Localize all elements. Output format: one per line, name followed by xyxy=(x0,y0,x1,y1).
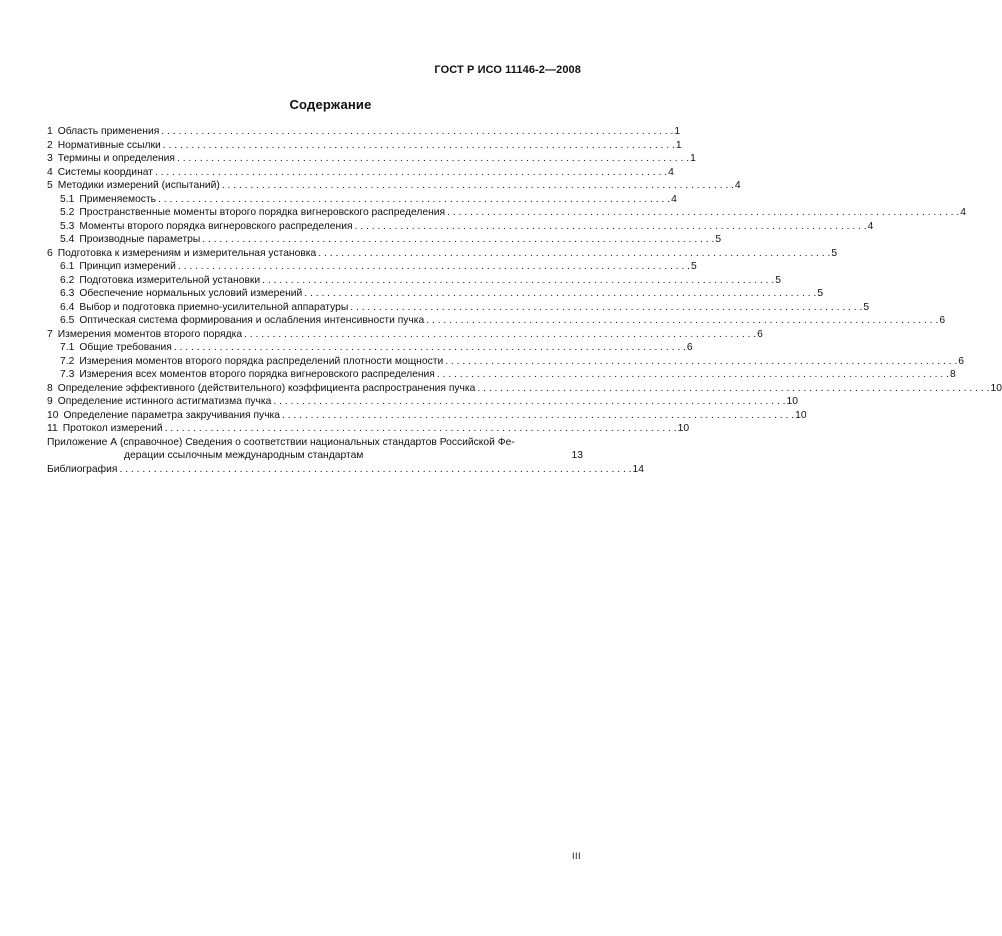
toc-leader-dots xyxy=(178,260,690,274)
toc-entry-5[interactable] xyxy=(47,179,741,193)
toc-entry-text: Системы координат xyxy=(57,166,153,178)
toc-entry-7-3[interactable] xyxy=(47,368,956,382)
toc-leader-dots xyxy=(273,395,785,409)
toc-entry-page: 5 xyxy=(775,274,781,286)
toc-entry-7-1[interactable] xyxy=(47,341,693,355)
toc-entry-5-2[interactable] xyxy=(47,206,966,220)
toc-entry-text: Оптическая система формирования и ослабления интенсивности пучка xyxy=(79,315,425,326)
toc-entry-2[interactable] xyxy=(47,139,682,153)
toc-entry-text: Подготовка измерительной установки xyxy=(79,274,261,286)
toc-leader-dots xyxy=(158,193,670,207)
toc-entry-text: Общие требования xyxy=(79,342,172,353)
toc-entry-number: 2 xyxy=(47,139,53,151)
toc-entry-text: Измерения моментов второго порядка распределений плотности мощности xyxy=(79,355,444,367)
toc-entry-text: Измерения всех моментов второго порядка вигнеровского распределения xyxy=(79,369,435,380)
toc-entry-page: 10 xyxy=(795,409,807,421)
toc-entry-6-2[interactable] xyxy=(47,274,781,288)
toc-entry-6-4[interactable] xyxy=(47,301,870,315)
toc-entry-4[interactable] xyxy=(47,166,674,180)
toc-entry-10[interactable] xyxy=(47,409,807,423)
page-number: III xyxy=(571,851,581,861)
toc-leader-dots xyxy=(445,355,957,369)
toc-entry-number: 4 xyxy=(47,166,53,178)
toc-entry-text: Методики измерений (испытаний) xyxy=(57,180,220,191)
toc-leader-dots xyxy=(155,166,667,180)
toc-entry-number: 8 xyxy=(47,382,53,394)
toc-entry-bibliography[interactable] xyxy=(47,463,645,477)
toc-leader-dots xyxy=(350,301,862,315)
toc-entry-page: 6 xyxy=(686,342,693,353)
toc-entry-number: 5.3 xyxy=(60,220,75,232)
toc-entry-text: Моменты второго порядка вигнеровского распределения xyxy=(79,220,353,232)
toc-entry-number: 10 xyxy=(47,409,59,421)
toc-entry-text: Производные параметры xyxy=(79,234,201,245)
toc-entry-page: 6 xyxy=(958,355,965,367)
toc-entry-page: 5 xyxy=(715,234,722,245)
toc-entry-number: 7.2 xyxy=(60,355,75,367)
toc-entry-page: 10 xyxy=(677,423,690,434)
toc-entry-text: Определение параметра закручивания пучка xyxy=(63,409,281,421)
toc-leader-dots xyxy=(222,179,734,193)
toc-leader-dots xyxy=(119,463,631,477)
toc-leader-dots xyxy=(447,206,959,220)
toc-entry-page: 4 xyxy=(960,207,966,218)
toc-entry-number: 7 xyxy=(47,328,53,340)
toc-entry-text: Измерения моментов второго порядка xyxy=(57,328,243,340)
toc-entry-5-4[interactable] xyxy=(47,233,722,247)
toc-entry-appendix-a[interactable] xyxy=(47,436,583,463)
toc-leader-dots xyxy=(282,409,794,423)
toc-entry-number: 9 xyxy=(47,396,53,407)
toc-leader-dots xyxy=(304,287,816,301)
toc-entry-number: 5.1 xyxy=(60,193,75,205)
toc-entry-6-5[interactable] xyxy=(47,314,946,328)
toc-entry-7[interactable] xyxy=(47,328,763,342)
toc-entry-page: 1 xyxy=(690,153,696,164)
toc-entry-page: 5 xyxy=(863,301,870,313)
toc-entry-text: Библиография xyxy=(47,463,118,475)
toc-entry-number: 6.5 xyxy=(60,315,75,326)
toc-entry-7-2[interactable] xyxy=(47,355,965,369)
toc-entry-number: 1 xyxy=(47,126,53,137)
toc-entry-text: Обеспечение нормальных условий измерений xyxy=(79,288,303,299)
toc-entry-page: 4 xyxy=(668,166,674,178)
toc-entry-6-1[interactable] xyxy=(47,260,697,274)
toc-entry-page: 14 xyxy=(632,463,645,475)
toc-leader-dots xyxy=(165,422,677,436)
toc-entry-page: 6 xyxy=(939,315,946,326)
toc-entry-number: 6.1 xyxy=(60,261,75,272)
toc-entry-page: 4 xyxy=(867,220,874,232)
toc-entry-page: 1 xyxy=(675,139,682,151)
toc-entry-11[interactable] xyxy=(47,422,690,436)
table-of-contents xyxy=(47,125,1002,476)
toc-entry-page: 4 xyxy=(671,193,677,205)
toc-entry-5-1[interactable] xyxy=(47,193,677,207)
toc-leader-dots xyxy=(426,314,938,328)
toc-leader-dots xyxy=(477,382,989,396)
toc-entry-page: 5 xyxy=(817,288,824,299)
toc-entry-5-3[interactable] xyxy=(47,220,874,234)
toc-entry-text: Применяемость xyxy=(79,193,157,205)
toc-entry-number: 3 xyxy=(47,153,53,164)
toc-entry-number: 5.4 xyxy=(60,234,75,245)
toc-appendix-line2: дерации ссылочным международным стандартам xyxy=(124,450,364,461)
toc-entry-number: 5.2 xyxy=(60,207,75,218)
toc-title: Содержание xyxy=(289,97,372,112)
toc-entry-text: Принцип измерений xyxy=(79,261,176,272)
toc-entry-text: Определение эффективного (действительного) коэффициента распространения пучка xyxy=(57,382,476,394)
toc-entry-page: 4 xyxy=(734,180,741,191)
toc-entry-3[interactable] xyxy=(47,152,696,166)
toc-entry-number: 5 xyxy=(47,180,53,191)
toc-leader-dots xyxy=(177,152,689,166)
toc-leader-dots xyxy=(244,328,756,342)
toc-entry-number: 11 xyxy=(47,423,58,434)
toc-entry-page: 6 xyxy=(757,328,763,340)
toc-entry-text: Область применения xyxy=(57,126,160,137)
toc-entry-page: 10 xyxy=(786,396,798,407)
toc-appendix-line1: Приложение А (справочное) Сведения о соответствии национальных стандартов Российской Фе- xyxy=(47,436,515,448)
toc-entry-text: Термины и определения xyxy=(57,153,175,164)
toc-entry-number: 6.2 xyxy=(60,274,75,286)
toc-leader-dots xyxy=(163,139,675,153)
toc-entry-page: 13 xyxy=(571,450,583,461)
toc-entry-number: 7.3 xyxy=(60,369,75,380)
toc-entry-text: Нормативные ссылки xyxy=(57,139,161,151)
toc-leader-dots xyxy=(318,247,830,261)
toc-entry-page: 1 xyxy=(674,126,681,137)
toc-entry-text: Протокол измерений xyxy=(62,423,163,434)
toc-entry-text: Пространственные моменты второго порядка вигнеровского распределения xyxy=(79,207,446,218)
toc-entry-text: Подготовка к измерениям и измерительная установка xyxy=(57,247,317,259)
toc-leader-dots xyxy=(202,233,714,247)
toc-entry-text: Определение истинного астигматизма пучка xyxy=(57,396,272,407)
toc-entry-page: 10 xyxy=(990,382,1002,394)
document-code: ГОСТ Р ИСО 11146-2—2008 xyxy=(434,64,581,76)
toc-entry-1[interactable] xyxy=(47,125,681,139)
toc-entry-6-3[interactable] xyxy=(47,287,824,301)
toc-leader-dots xyxy=(174,341,686,355)
toc-entry-number: 6.4 xyxy=(60,301,75,313)
toc-entry-number: 7.1 xyxy=(60,342,75,353)
toc-entry-9[interactable] xyxy=(47,395,798,409)
toc-leader-dots xyxy=(355,220,867,234)
toc-leader-dots xyxy=(262,274,774,288)
toc-entry-text: Выбор и подготовка приемно-усилительной аппаратуры xyxy=(79,301,349,313)
toc-entry-8[interactable] xyxy=(47,382,1002,396)
toc-entry-page: 5 xyxy=(691,261,697,272)
toc-leader-dots xyxy=(161,125,673,139)
toc-leader-dots xyxy=(437,368,949,382)
toc-entry-6[interactable] xyxy=(47,247,838,261)
toc-entry-page: 8 xyxy=(949,369,956,380)
toc-entry-number: 6.3 xyxy=(60,288,75,299)
toc-entry-page: 5 xyxy=(831,247,838,259)
toc-entry-number: 6 xyxy=(47,247,53,259)
